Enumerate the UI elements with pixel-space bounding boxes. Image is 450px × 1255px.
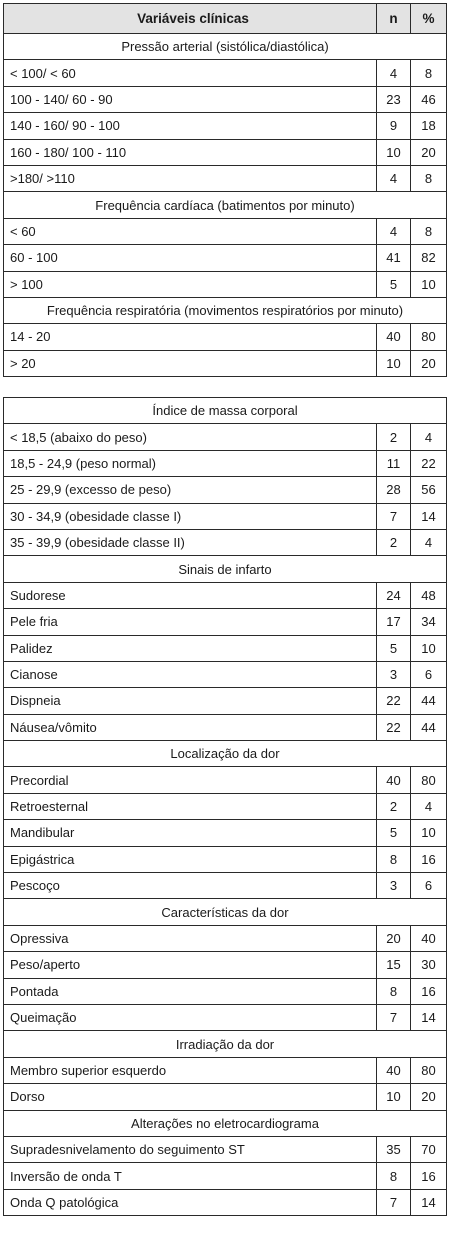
- percent-cell: 40: [411, 925, 447, 951]
- percent-cell: 18: [411, 113, 447, 139]
- table-row: [4, 635, 447, 661]
- table-row: [4, 271, 447, 297]
- table-row: [4, 450, 447, 476]
- percent-cell: 16: [411, 846, 447, 872]
- variable-label: Pontada: [4, 978, 377, 1004]
- table-row: [4, 245, 447, 271]
- percent-cell: 10: [411, 820, 447, 846]
- count-cell: 10: [377, 1084, 411, 1110]
- variable-label: 140 - 160/ 90 - 100: [4, 113, 377, 139]
- section-title: Localização da dor: [4, 741, 447, 767]
- percent-cell: 70: [411, 1136, 447, 1162]
- percent-cell: 10: [411, 271, 447, 297]
- table-row: [4, 1004, 447, 1030]
- percent-cell: 6: [411, 873, 447, 899]
- table-row: [4, 609, 447, 635]
- percent-cell: 8: [411, 218, 447, 244]
- percent-cell: 16: [411, 1163, 447, 1189]
- variable-label: >180/ >110: [4, 165, 377, 191]
- count-cell: 22: [377, 714, 411, 740]
- variable-label: Queimação: [4, 1004, 377, 1030]
- table-row: [4, 139, 447, 165]
- section-header-row: [4, 297, 447, 323]
- section-title: Frequência respiratória (movimentos respiratórios por minuto): [4, 297, 447, 323]
- clinical-variables-table-part-2: [3, 397, 447, 1216]
- percent-cell: 14: [411, 1189, 447, 1215]
- table-row: [4, 582, 447, 608]
- table-row: [4, 60, 447, 86]
- percent-cell: 14: [411, 1004, 447, 1030]
- count-cell: 35: [377, 1136, 411, 1162]
- table-row: [4, 218, 447, 244]
- count-cell: 28: [377, 477, 411, 503]
- table-row: [4, 86, 447, 112]
- percent-cell: 16: [411, 978, 447, 1004]
- variable-label: Supradesnivelamento do seguimento ST: [4, 1136, 377, 1162]
- count-cell: 4: [377, 165, 411, 191]
- percent-cell: 20: [411, 350, 447, 376]
- count-cell: 2: [377, 424, 411, 450]
- table-row: [4, 529, 447, 555]
- table-row: [4, 925, 447, 951]
- count-cell: 9: [377, 113, 411, 139]
- percent-cell: 6: [411, 661, 447, 687]
- count-cell: 20: [377, 925, 411, 951]
- percent-cell: 80: [411, 1057, 447, 1083]
- percent-cell: 4: [411, 793, 447, 819]
- variable-label: 35 - 39,9 (obesidade classe II): [4, 529, 377, 555]
- count-cell: 2: [377, 529, 411, 555]
- table-row: [4, 767, 447, 793]
- variable-label: 160 - 180/ 100 - 110: [4, 139, 377, 165]
- count-cell: 8: [377, 978, 411, 1004]
- table-row: [4, 424, 447, 450]
- percent-cell: 80: [411, 767, 447, 793]
- variable-label: Peso/aperto: [4, 952, 377, 978]
- variable-label: 18,5 - 24,9 (peso normal): [4, 450, 377, 476]
- variable-label: Opressiva: [4, 925, 377, 951]
- table-row: [4, 952, 447, 978]
- section-title: Pressão arterial (sistólica/diastólica): [4, 34, 447, 60]
- variable-label: Onda Q patológica: [4, 1189, 377, 1215]
- count-cell: 4: [377, 60, 411, 86]
- variable-label: Pescoço: [4, 873, 377, 899]
- variable-label: Sudorese: [4, 582, 377, 608]
- percent-cell: 44: [411, 688, 447, 714]
- table-row: [4, 113, 447, 139]
- count-cell: 3: [377, 661, 411, 687]
- percent-cell: 20: [411, 139, 447, 165]
- percent-cell: 56: [411, 477, 447, 503]
- section-title: Sinais de infarto: [4, 556, 447, 582]
- variable-label: Precordial: [4, 767, 377, 793]
- percent-cell: 30: [411, 952, 447, 978]
- variable-label: < 60: [4, 218, 377, 244]
- section-header-row: [4, 741, 447, 767]
- table-row: [4, 793, 447, 819]
- section-title: Índice de massa corporal: [4, 398, 447, 424]
- section-header-row: [4, 398, 447, 424]
- percent-cell: 82: [411, 245, 447, 271]
- section-title: Alterações no eletrocardiograma: [4, 1110, 447, 1136]
- table-row: [4, 350, 447, 376]
- section-header-row: [4, 34, 447, 60]
- variable-label: Cianose: [4, 661, 377, 687]
- count-cell: 23: [377, 86, 411, 112]
- count-cell: 40: [377, 324, 411, 350]
- variable-label: Epigástrica: [4, 846, 377, 872]
- variable-label: 25 - 29,9 (excesso de peso): [4, 477, 377, 503]
- table-row: [4, 846, 447, 872]
- section-header-row: [4, 192, 447, 218]
- count-cell: 22: [377, 688, 411, 714]
- count-cell: 5: [377, 635, 411, 661]
- count-cell: 11: [377, 450, 411, 476]
- variable-label: Membro superior esquerdo: [4, 1057, 377, 1083]
- count-cell: 3: [377, 873, 411, 899]
- section-title: Irradiação da dor: [4, 1031, 447, 1057]
- table-row: [4, 1163, 447, 1189]
- table-row: [4, 1084, 447, 1110]
- section-header-row: [4, 1110, 447, 1136]
- count-cell: 5: [377, 271, 411, 297]
- count-cell: 40: [377, 1057, 411, 1083]
- percent-cell: 8: [411, 165, 447, 191]
- table-row: [4, 714, 447, 740]
- variable-label: 14 - 20: [4, 324, 377, 350]
- percent-cell: 34: [411, 609, 447, 635]
- variable-label: 30 - 34,9 (obesidade classe I): [4, 503, 377, 529]
- count-cell: 7: [377, 503, 411, 529]
- variable-label: Mandibular: [4, 820, 377, 846]
- section-header-row: [4, 1031, 447, 1057]
- variable-label: 60 - 100: [4, 245, 377, 271]
- variable-label: Dorso: [4, 1084, 377, 1110]
- variable-label: Dispneia: [4, 688, 377, 714]
- variable-label: Retroesternal: [4, 793, 377, 819]
- header-percent: %: [411, 4, 447, 34]
- percent-cell: 20: [411, 1084, 447, 1110]
- table-header-row: [4, 4, 447, 34]
- percent-cell: 8: [411, 60, 447, 86]
- count-cell: 2: [377, 793, 411, 819]
- count-cell: 15: [377, 952, 411, 978]
- count-cell: 5: [377, 820, 411, 846]
- clinical-variables-table-part-1: [3, 3, 447, 377]
- count-cell: 24: [377, 582, 411, 608]
- variable-label: Náusea/vômito: [4, 714, 377, 740]
- count-cell: 10: [377, 350, 411, 376]
- table-row: [4, 873, 447, 899]
- variable-label: < 18,5 (abaixo do peso): [4, 424, 377, 450]
- count-cell: 40: [377, 767, 411, 793]
- table-row: [4, 820, 447, 846]
- table-row: [4, 324, 447, 350]
- variable-label: Inversão de onda T: [4, 1163, 377, 1189]
- percent-cell: 48: [411, 582, 447, 608]
- variable-label: > 100: [4, 271, 377, 297]
- percent-cell: 14: [411, 503, 447, 529]
- variable-label: < 100/ < 60: [4, 60, 377, 86]
- percent-cell: 80: [411, 324, 447, 350]
- table-row: [4, 1057, 447, 1083]
- variable-label: Pele fria: [4, 609, 377, 635]
- count-cell: 10: [377, 139, 411, 165]
- header-n: n: [377, 4, 411, 34]
- section-title: Características da dor: [4, 899, 447, 925]
- header-variables: Variáveis clínicas: [4, 4, 377, 34]
- variable-label: > 20: [4, 350, 377, 376]
- percent-cell: 46: [411, 86, 447, 112]
- variable-label: 100 - 140/ 60 - 90: [4, 86, 377, 112]
- table-row: [4, 661, 447, 687]
- count-cell: 4: [377, 218, 411, 244]
- percent-cell: 22: [411, 450, 447, 476]
- count-cell: 8: [377, 1163, 411, 1189]
- table-row: [4, 1189, 447, 1215]
- table-row: [4, 165, 447, 191]
- count-cell: 7: [377, 1189, 411, 1215]
- count-cell: 17: [377, 609, 411, 635]
- table-row: [4, 503, 447, 529]
- table-row: [4, 477, 447, 503]
- section-header-row: [4, 556, 447, 582]
- table-row: [4, 978, 447, 1004]
- variable-label: Palidez: [4, 635, 377, 661]
- section-title: Frequência cardíaca (batimentos por minuto): [4, 192, 447, 218]
- table-row: [4, 1136, 447, 1162]
- percent-cell: 10: [411, 635, 447, 661]
- percent-cell: 4: [411, 424, 447, 450]
- count-cell: 8: [377, 846, 411, 872]
- section-header-row: [4, 899, 447, 925]
- percent-cell: 44: [411, 714, 447, 740]
- count-cell: 7: [377, 1004, 411, 1030]
- percent-cell: 4: [411, 529, 447, 555]
- count-cell: 41: [377, 245, 411, 271]
- table-row: [4, 688, 447, 714]
